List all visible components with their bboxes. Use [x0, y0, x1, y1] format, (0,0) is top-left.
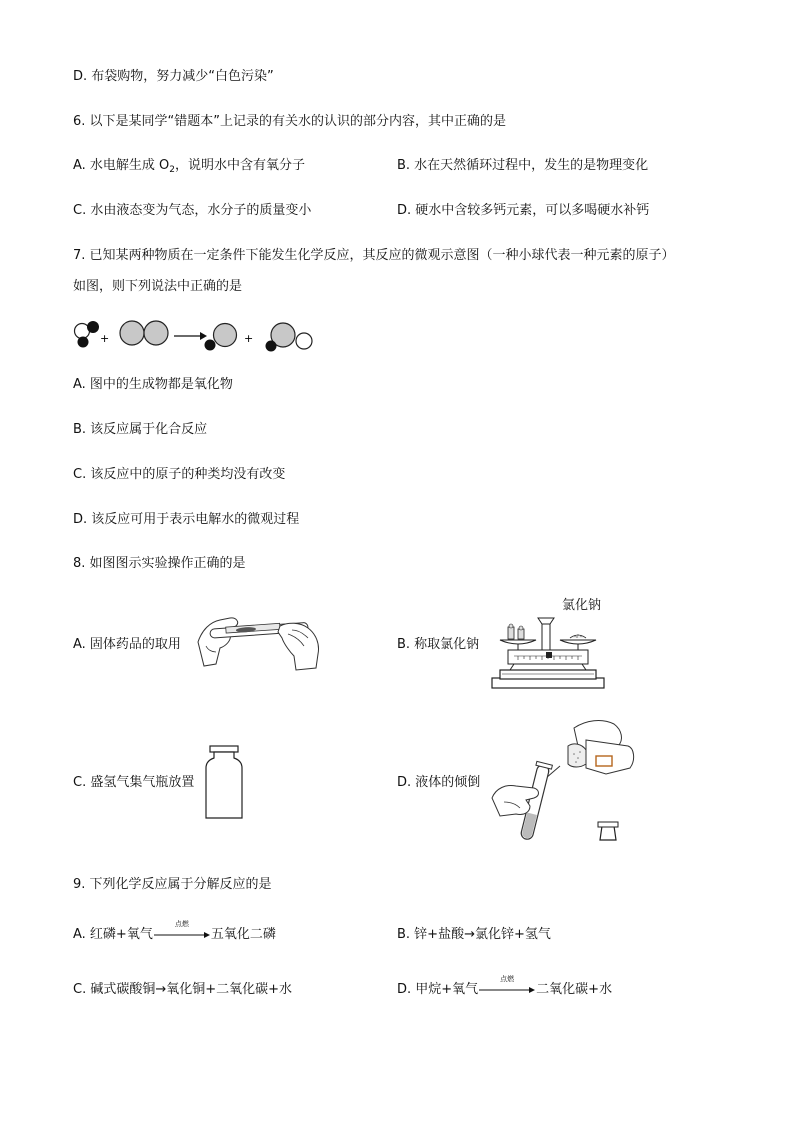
q9-a-arrow: [153, 919, 211, 941]
white-atom: [296, 333, 312, 349]
arrow-icon: [153, 929, 211, 941]
product-molecule-2: [266, 323, 313, 352]
grey-atom: [214, 324, 237, 347]
q9-option-d[interactable]: [397, 974, 613, 999]
sodium-chloride-label: 氯化钠: [562, 598, 602, 613]
q6-option-a-post: ，说明水中含有氧分子: [175, 158, 306, 173]
grey-atom: [120, 321, 144, 345]
liquid-pouring-figure: [490, 716, 636, 846]
q6-option-d[interactable]: D. 硬水中含较多钙元素，可以多喝硬水补钙: [397, 203, 650, 218]
arrow-icon: [478, 984, 536, 996]
black-atom: [205, 340, 216, 351]
reactant-molecule-2: [120, 321, 168, 345]
q8-option-a[interactable]: A. 固体药品的取用: [73, 637, 181, 652]
q9-option-c[interactable]: C. 碱式碳酸铜→氧化铜+二氧化碳+水: [73, 982, 293, 997]
q9-d-condition: 点燃: [500, 974, 515, 983]
q8-option-d[interactable]: D. 液体的倾倒: [397, 775, 481, 790]
q7-option-a[interactable]: A. 图中的生成物都是氧化物: [73, 377, 233, 392]
liquid-pouring-svg: [490, 716, 636, 846]
q7-option-d[interactable]: D. 该反应可用于表示电解水的微观过程: [73, 512, 300, 527]
q7-option-c[interactable]: C. 该反应中的原子的种类均没有改变: [73, 467, 286, 482]
q6-option-b[interactable]: B. 水在天然循环过程中，发生的是物理变化: [397, 158, 649, 173]
plus-sign-1: +: [100, 332, 110, 345]
q8-stem: 8. 如图图示实验操作正确的是: [73, 556, 246, 571]
plus-sign-2: +: [244, 332, 254, 345]
reactant-molecule-1: [75, 321, 100, 348]
q6-option-a-sub: 2: [169, 165, 176, 175]
black-atom: [78, 337, 89, 348]
q9-d-left: D. 甲烷+氧气: [397, 982, 479, 997]
q9-stem: 9. 下列化学反应属于分解反应的是: [73, 877, 272, 892]
q9-d-arrow: [478, 974, 536, 996]
molecule-diagram-svg: [72, 318, 322, 358]
q9-a-right: 五氧化二磷: [210, 927, 276, 942]
q8-option-c[interactable]: C. 盛氢气集气瓶放置: [73, 775, 195, 790]
q9-a-left: A. 红磷+氧气: [73, 927, 153, 942]
q9-a-condition: 点燃: [174, 919, 189, 928]
q7-option-b[interactable]: B. 该反应属于化合反应: [73, 422, 208, 437]
q8-option-b[interactable]: B. 称取氯化钠: [397, 637, 480, 652]
balance-figure: [490, 612, 608, 692]
q6-option-a-pre: A. 水电解生成 O: [73, 158, 170, 173]
reaction-arrow-head: [200, 332, 207, 340]
q9-option-b[interactable]: B. 锌+盐酸→氯化锌+氢气: [397, 927, 551, 942]
q6-option-c[interactable]: C. 水由液态变为气态，水分子的质量变小: [73, 203, 312, 218]
q9-option-a[interactable]: [73, 919, 276, 944]
q6-option-a[interactable]: [73, 157, 305, 179]
q7-stem-line1: 7. 已知某两种物质在一定条件下能发生化学反应，其反应的微观示意图（一种小球代表一种元素的原子）: [73, 248, 675, 263]
q5-option-d: D. 布袋购物，努力减少“白色污染”: [73, 69, 274, 84]
gas-jar-svg: [204, 744, 244, 820]
solid-sampling-svg: [196, 604, 322, 674]
solid-sampling-figure: [196, 604, 322, 674]
q7-reaction-diagram: [72, 318, 322, 358]
q9-d-right: 二氧化碳+水: [536, 982, 613, 997]
product-molecule-1: [205, 324, 237, 351]
q6-stem: 6. 以下是某同学“错题本”上记录的有关水的认识的部分内容，其中正确的是: [73, 114, 507, 129]
black-atom: [87, 321, 99, 333]
black-atom: [266, 341, 277, 352]
grey-atom: [144, 321, 168, 345]
balance-svg: [490, 612, 608, 692]
q7-stem-line2: 如图，则下列说法中正确的是: [73, 279, 243, 294]
gas-jar-figure: [204, 744, 244, 820]
